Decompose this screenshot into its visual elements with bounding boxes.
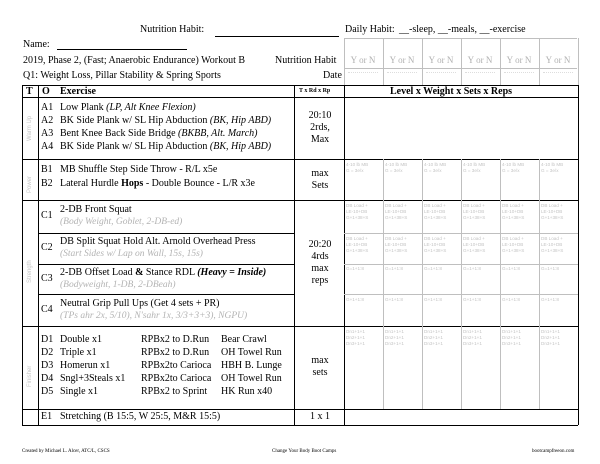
level-cell-d[interactable]: Dn3+1+1: [502, 341, 521, 346]
level-cell-d[interactable]: Dn2+1+1: [424, 335, 443, 340]
level-cell-c2[interactable]: LE-10+DB: [424, 242, 446, 247]
level-cell-c1[interactable]: DB Load +: [463, 203, 485, 208]
footer-left: Created by Michael L. Alcer, ATC/L, CSCS: [22, 449, 110, 454]
exercise-d-option-b: RPBx2 to Sprint: [141, 386, 208, 397]
protocol-b-2: Sets: [311, 180, 329, 191]
protocol-e-1: 1 x 1: [310, 411, 330, 422]
exercise-id-b1: B1: [41, 164, 53, 175]
level-cell-c1[interactable]: DB Load +: [424, 203, 446, 208]
level-cell-d[interactable]: Dn2+1+1: [385, 335, 404, 340]
level-cell-b[interactable]: G = 3e/x: [463, 168, 481, 173]
goals-text: Q1: Weight Loss, Pillar Stability & Spring Sports: [23, 70, 221, 81]
date-cell[interactable]: [387, 72, 417, 73]
exercise-id-d: D4: [41, 373, 54, 384]
exercise-row-c4: Neutral Grip Pull Ups (Get 4 sets + PR): [60, 298, 220, 309]
exercise-sub-c2: (Start Sides w/ Lap on Wall, 15s, 15s): [60, 249, 203, 259]
level-cell-c1[interactable]: G+1+38+S: [502, 215, 525, 220]
exercise-d-option-a: Sngl+3Steals x1: [60, 373, 126, 384]
exercise-row-b1: MB Shuffle Step Side Throw - R/L x5e: [60, 164, 218, 175]
level-cell-d[interactable]: Dn2+1+1: [463, 335, 482, 340]
nutrition-habit-label: Nutrition Habit:: [140, 24, 205, 35]
exercise-d-option-b: RPBx2 to D.Run: [141, 347, 210, 358]
level-cell-b[interactable]: G = 3e/x: [502, 168, 520, 173]
level-cell-c1[interactable]: DB Load +: [346, 203, 368, 208]
level-cell-c2[interactable]: G+1+38+S: [463, 248, 486, 253]
exercise-sub-c4: (TPs ahr 2x, 5/10), N'sahr 1x, 3/3+3+3), NGPU): [60, 311, 248, 321]
level-cell-c2[interactable]: DB Load +: [424, 236, 446, 241]
footer-right[interactable]: bootcampfreeon.com: [532, 449, 575, 454]
exercise-d-option-b: RPBx2 to D.Run: [141, 334, 210, 345]
level-cell-c2[interactable]: LE-10+DB: [541, 242, 563, 247]
exercise-d-option-a: Single x1: [60, 386, 99, 397]
col-txrdxrp: T x Rd x Rp: [299, 88, 331, 94]
exercise-id-c3: C3: [41, 273, 53, 284]
level-cell-c3[interactable]: G=1+1:8: [424, 266, 442, 271]
col-t: T: [26, 86, 33, 97]
level-cell-d[interactable]: Dn1+1+1: [346, 329, 365, 334]
level-cell-c2[interactable]: G+1+38+S: [502, 248, 525, 253]
exercise-d-option-a: Triple x1: [60, 347, 97, 358]
level-cell-c2[interactable]: G+1+38+S: [541, 248, 564, 253]
level-cell-d[interactable]: Dn1+1+1: [385, 329, 404, 334]
level-cell-c1[interactable]: LE-10+DB: [502, 209, 524, 214]
level-cell-c2[interactable]: G+1+38+S: [385, 248, 408, 253]
level-cell-d[interactable]: Dn3+1+1: [541, 341, 560, 346]
level-cell-c3[interactable]: G=1+1:8: [346, 266, 364, 271]
workout-title: 2019, Phase 2, (Fast; Anaerobic Endurance) Workout B: [23, 55, 246, 66]
exercise-d-option-a: Homerun x1: [60, 360, 111, 371]
exercise-d-option-c: OH Towel Run: [221, 373, 282, 384]
level-cell-c3[interactable]: G=1+1:8: [541, 266, 559, 271]
protocol-a-1: 20:10: [308, 110, 332, 121]
level-cell-b[interactable]: G = 3e/x: [424, 168, 442, 173]
nutrition-yn-cell[interactable]: Y or N: [428, 55, 454, 65]
level-cell-c3[interactable]: G=1+1:8: [385, 266, 403, 271]
level-cell-c4[interactable]: G+1+1:8: [541, 297, 559, 302]
nutrition-yn-cell[interactable]: Y or N: [350, 55, 376, 65]
level-cell-c1[interactable]: DB Load +: [385, 203, 407, 208]
level-cell-c2[interactable]: LE-10+DB: [463, 242, 485, 247]
exercise-d-option-c: OH Towel Run: [221, 347, 282, 358]
col-o: O: [42, 86, 50, 97]
level-cell-c1[interactable]: LE-10+DB: [463, 209, 485, 214]
level-cell-d[interactable]: Dn1+1+1: [502, 329, 521, 334]
level-cell-c2[interactable]: LE-10+DB: [346, 242, 368, 247]
level-cell-c1[interactable]: G+1+38+S: [385, 215, 408, 220]
protocol-b-1: max: [311, 168, 329, 179]
exercise-id-d: D3: [41, 360, 54, 371]
exercise-id-d: D1: [41, 334, 54, 345]
exercise-id-a4: A4: [41, 141, 54, 152]
level-cell-c1[interactable]: LE-10+DB: [346, 209, 368, 214]
protocol-d-2: sets: [312, 367, 328, 378]
exercise-row-c3: 2-DB Offset Load & Stance RDL (Heavy = Inside): [60, 267, 267, 278]
level-cell-c1[interactable]: LE-10+DB: [541, 209, 563, 214]
col-level: Level x Weight x Sets x Reps: [390, 86, 513, 97]
exercise-id-e1: E1: [41, 411, 53, 422]
exercise-id-a3: A3: [41, 128, 54, 139]
side-label-finisher: Finisher: [27, 365, 33, 387]
level-cell-d[interactable]: Dn3+1+1: [346, 341, 365, 346]
exercise-row-e1: Stretching (B 15:5, W 25:5, M&R 15:5): [60, 411, 221, 422]
level-cell-c1[interactable]: DB Load +: [502, 203, 524, 208]
level-cell-b[interactable]: 4-10 lb MB: [541, 162, 564, 167]
level-cell-c1[interactable]: LE-10+DB: [385, 209, 407, 214]
protocol-c-2: 4rds: [311, 251, 329, 262]
name-blank[interactable]: [57, 49, 187, 50]
exercise-row-c1: 2-DB Front Squat: [60, 204, 132, 215]
nutrition-yn-cell[interactable]: Y or N: [545, 55, 571, 65]
level-cell-b[interactable]: 4-10 lb MB: [424, 162, 447, 167]
level-cell-d[interactable]: Dn2+1+1: [502, 335, 521, 340]
side-label-power: Power: [27, 175, 33, 193]
date-cell[interactable]: [465, 72, 495, 73]
level-cell-c2[interactable]: DB Load +: [502, 236, 524, 241]
level-cell-c1[interactable]: G+1+38+S: [463, 215, 486, 220]
level-cell-c2[interactable]: G+1+38+S: [346, 248, 369, 253]
level-cell-c4[interactable]: G+1+1:8: [424, 297, 442, 302]
exercise-d-option-c: HBH B. Lunge: [221, 360, 282, 371]
level-cell-b[interactable]: G = 3e/x: [541, 168, 559, 173]
nutrition-habit-row-label: Nutrition Habit: [275, 55, 337, 66]
level-cell-c2[interactable]: DB Load +: [346, 236, 368, 241]
level-cell-c3[interactable]: G=1+1:8: [502, 266, 520, 271]
level-cell-c1[interactable]: G+1+38+S: [346, 215, 369, 220]
name-label: Name:: [23, 39, 50, 50]
level-cell-b[interactable]: 4-10 lb MB: [385, 162, 408, 167]
col-exercise: Exercise: [60, 86, 96, 97]
daily-habit-label: Daily Habit:: [345, 24, 395, 35]
level-cell-c4[interactable]: G+1+1:8: [346, 297, 364, 302]
level-cell-c2[interactable]: LE-10+DB: [502, 242, 524, 247]
exercise-id-c1: C1: [41, 210, 53, 221]
exercise-d-option-c: HK Run x40: [221, 386, 273, 397]
level-cell-c1[interactable]: G+1+38+S: [541, 215, 564, 220]
level-cell-d[interactable]: Dn1+1+1: [463, 329, 482, 334]
level-cell-c2[interactable]: DB Load +: [541, 236, 563, 241]
exercise-id-d: D5: [41, 386, 54, 397]
exercise-id-c4: C4: [41, 304, 53, 315]
level-cell-c3[interactable]: G=1+1:8: [463, 266, 481, 271]
level-cell-c2[interactable]: DB Load +: [385, 236, 407, 241]
nutrition-habit-blank[interactable]: [215, 36, 339, 37]
exercise-d-option-c: Bear Crawl: [221, 334, 267, 345]
exercise-id-c2: C2: [41, 242, 53, 253]
exercise-d-option-a: Double x1: [60, 334, 102, 345]
level-cell-c1[interactable]: G+1+38+S: [424, 215, 447, 220]
level-cell-c4[interactable]: G+1+1:8: [463, 297, 481, 302]
nutrition-yn-cell[interactable]: Y or N: [506, 55, 532, 65]
level-cell-b[interactable]: 4-10 lb MB: [346, 162, 369, 167]
exercise-id-a2: A2: [41, 115, 54, 126]
level-cell-d[interactable]: Dn1+1+1: [424, 329, 443, 334]
date-cell[interactable]: [426, 72, 456, 73]
exercise-d-option-b: RPBx2to Carioca: [141, 373, 212, 384]
side-label-warmup: Warm Up: [27, 115, 33, 141]
protocol-c-4: reps: [311, 275, 329, 286]
side-label-strength: Strength: [27, 260, 33, 283]
exercise-id-b2: B2: [41, 178, 53, 189]
nutrition-yn-cell[interactable]: Y or N: [389, 55, 415, 65]
exercise-row-a1: Low Plank (LP, Alt Knee Flexion): [60, 102, 196, 113]
level-cell-c1[interactable]: DB Load +: [541, 203, 563, 208]
exercise-id-a1: A1: [41, 102, 54, 113]
nutrition-yn-cell[interactable]: Y or N: [467, 55, 493, 65]
level-cell-c4[interactable]: G+1+1:8: [502, 297, 520, 302]
level-cell-b[interactable]: 4-10 lb MB: [502, 162, 525, 167]
exercise-id-d: D2: [41, 347, 54, 358]
level-cell-b[interactable]: 4-10 lb MB: [463, 162, 486, 167]
daily-habit-parts[interactable]: __-sleep, __-meals, __-exercise: [399, 24, 526, 35]
level-cell-d[interactable]: Dn2+1+1: [346, 335, 365, 340]
exercise-row-b2: Lateral Hurdle Hops - Double Bounce - L/R x3e: [60, 178, 255, 189]
exercise-sub-c3: (Bodyweight, 1-DB, 2-DBeah): [60, 280, 176, 290]
exercise-sub-c1: (Body Weight, Goblet, 2-DB-ed): [60, 217, 183, 227]
exercise-d-option-b: RPBx2to Carioca: [141, 360, 212, 371]
level-cell-c2[interactable]: DB Load +: [463, 236, 485, 241]
protocol-c-1: 20:20: [308, 239, 332, 250]
exercise-row-c2: DB Split Squat Hold Alt. Arnold Overhead Press: [60, 236, 256, 247]
level-cell-b[interactable]: G = 3e/x: [346, 168, 364, 173]
date-cell[interactable]: [504, 72, 534, 73]
level-cell-c2[interactable]: G+1+38+S: [424, 248, 447, 253]
footer-center: Change Your Body Boot Camps: [272, 449, 337, 454]
level-cell-d[interactable]: Dn3+1+1: [385, 341, 404, 346]
level-cell-d[interactable]: Dn1+1+1: [541, 329, 560, 334]
date-cell[interactable]: [348, 72, 378, 73]
exercise-row-a3: Bent Knee Back Side Bridge (BKBB, Alt. March): [60, 128, 258, 139]
exercise-row-a4: BK Side Plank w/ SL Hip Abduction (BK, Hip ABD): [60, 141, 272, 152]
exercise-row-a2: BK Side Plank w/ SL Hip Abduction (BK, Hip ABD): [60, 115, 272, 126]
protocol-c-3: max: [311, 263, 329, 274]
level-cell-d[interactable]: Dn3+1+1: [463, 341, 482, 346]
level-cell-c4[interactable]: G+1+1:8: [385, 297, 403, 302]
date-label: Date: [323, 70, 342, 81]
protocol-d-1: max: [311, 355, 329, 366]
protocol-a-2: 2rds,: [310, 122, 330, 133]
level-cell-c2[interactable]: LE-10+DB: [385, 242, 407, 247]
protocol-a-3: Max: [310, 134, 330, 145]
date-cell[interactable]: [543, 72, 573, 73]
level-cell-c1[interactable]: LE-10+DB: [424, 209, 446, 214]
level-cell-d[interactable]: Dn2+1+1: [541, 335, 560, 340]
level-cell-d[interactable]: Dn3+1+1: [424, 341, 443, 346]
level-cell-b[interactable]: G = 3e/x: [385, 168, 403, 173]
